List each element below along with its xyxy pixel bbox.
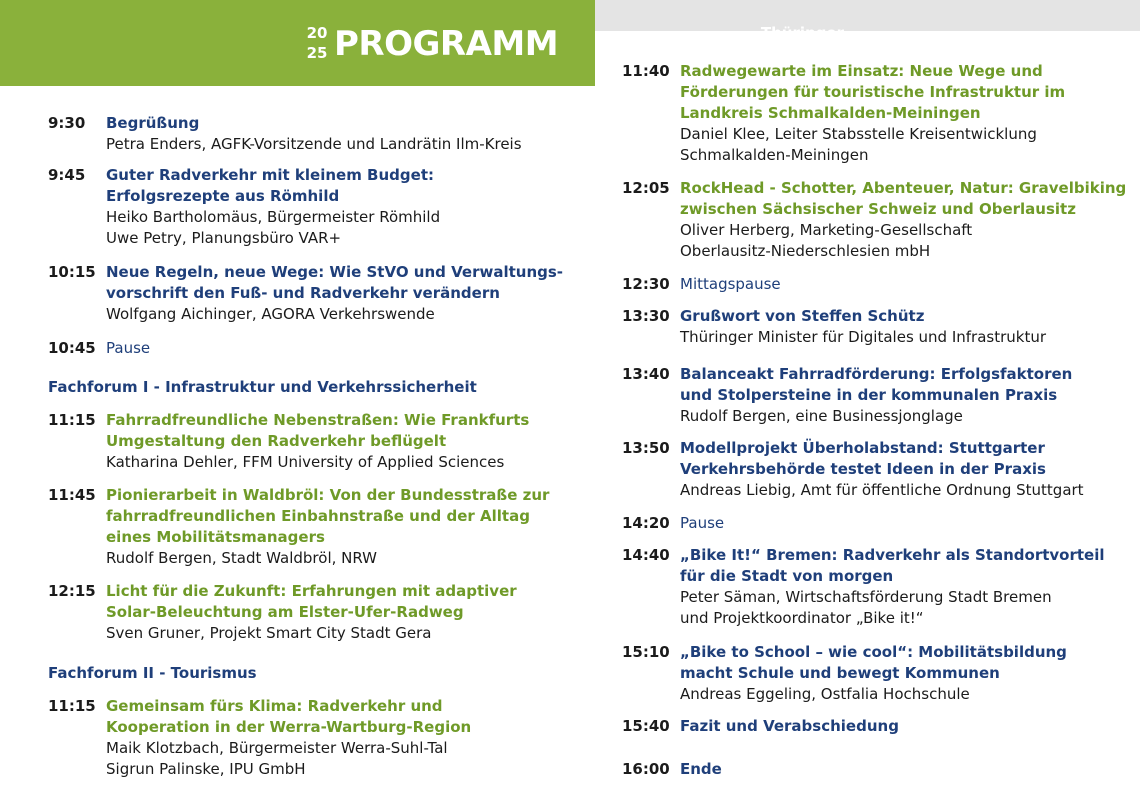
entry-time: 11:40	[622, 62, 670, 80]
entry-title-line: Licht für die Zukunft: Erfahrungen mit adaptiver	[106, 582, 517, 600]
entry-title-line: Pause	[106, 339, 151, 357]
entry-title-line: Gemeinsam fürs Klima: Radverkehr und	[106, 697, 443, 715]
entry-title-line: Umgestaltung den Radverkehr beflügelt	[106, 432, 447, 450]
speaker-line: Wolfgang Aichinger, AGORA Verkehrswende	[106, 305, 435, 323]
speaker-line: Heiko Bartholomäus, Bürgermeister Römhild	[106, 208, 441, 226]
entry-speakers	[680, 480, 1140, 501]
entry-title	[680, 545, 1140, 587]
speaker-line: Andreas Eggeling, Ostfalia Hochschule	[680, 685, 970, 703]
entry-time: 12:05	[622, 179, 670, 197]
speaker-line: Schmalkalden-Meiningen	[680, 146, 869, 164]
entry-title-line: für die Stadt von morgen	[680, 567, 894, 585]
entry-title	[106, 485, 566, 548]
entry-title-line: Ende	[680, 760, 722, 778]
entry-title	[680, 513, 1140, 534]
entry-speakers	[106, 738, 566, 780]
entry-title-line: „Bike It!“ Bremen: Radverkehr als Standortvorteil	[680, 546, 1105, 564]
entry-time: 12:30	[622, 275, 670, 293]
speaker-line: Oliver Herberg, Marketing-Gesellschaft	[680, 221, 973, 239]
entry-title	[106, 165, 566, 207]
entry-title-line: vorschrift den Fuß- und Radverkehr verändern	[106, 284, 500, 302]
entry-title-line: zwischen Sächsischer Schweiz und Oberlausitz	[680, 200, 1076, 218]
speaker-line: Katharina Dehler, FFM University of Applied Sciences	[106, 453, 505, 471]
entry-title	[680, 716, 1140, 737]
speaker-line: Andreas Liebig, Amt für öffentliche Ordnung Stuttgart	[680, 481, 1084, 499]
entry-title-line: Fazit und Verabschiedung	[680, 717, 899, 735]
entry-title-line: fahrradfreundlichen Einbahnstraße und der Alltag	[106, 507, 530, 525]
entry-speakers	[106, 548, 566, 569]
entry-title-line: Fahrradfreundliche Nebenstraßen: Wie Frankfurts	[106, 411, 530, 429]
speaker-line: Daniel Klee, Leiter Stabsstelle Kreisentwicklung	[680, 125, 1037, 143]
entry-title	[680, 61, 1140, 124]
speaker-line: Sven Gruner, Projekt Smart City Stadt Gera	[106, 624, 432, 642]
entry-time: 16:00	[622, 760, 670, 778]
entry-title-line: RockHead - Schotter, Abenteuer, Natur: Gravelbiking	[680, 179, 1127, 197]
section-heading-forum-2: Fachforum II - Tourismus	[48, 664, 257, 682]
entry-time: 13:40	[622, 365, 670, 383]
entry-speakers	[106, 207, 566, 249]
entry-title-line: und Stolpersteine in der kommunalen Praxis	[680, 386, 1058, 404]
entry-title	[680, 438, 1140, 480]
entry-time: 15:10	[622, 643, 670, 661]
speaker-line: Petra Enders, AGFK-Vorsitzende und Landrätin Ilm-Kreis	[106, 135, 522, 153]
entry-time: 14:40	[622, 546, 670, 564]
entry-title	[680, 274, 1140, 295]
conference-year	[306, 23, 328, 63]
entry-title	[106, 338, 566, 359]
speaker-line: Rudolf Bergen, eine Businessjonglage	[680, 407, 963, 425]
entry-speakers	[680, 124, 1140, 166]
speaker-line: und Projektkoordinator „Bike it!“	[680, 609, 924, 627]
entry-title-line: macht Schule und bewegt Kommunen	[680, 664, 1000, 682]
entry-title-line: Grußwort von Steffen Schütz	[680, 307, 925, 325]
entry-title-line: Erfolgsrezepte aus Römhild	[106, 187, 340, 205]
speaker-line: Peter Säman, Wirtschaftsförderung Stadt Bremen	[680, 588, 1052, 606]
entry-time: 9:30	[48, 114, 86, 132]
entry-title	[106, 696, 566, 738]
entry-title	[106, 410, 566, 452]
year-top: 20	[306, 24, 328, 42]
section-heading-forum-1: Fachforum I - Infrastruktur und Verkehrssicherheit	[48, 378, 477, 396]
entry-time: 11:45	[48, 486, 96, 504]
entry-time: 10:45	[48, 339, 96, 357]
entry-title-line: Begrüßung	[106, 114, 200, 132]
speaker-line: Oberlausitz-Niederschlesien mbH	[680, 242, 931, 260]
entry-title-line: Solar-Beleuchtung am Elster-Ufer-Radweg	[106, 603, 464, 621]
entry-title	[106, 581, 566, 623]
year-bottom: 25	[306, 44, 328, 62]
entry-title	[680, 642, 1140, 684]
speaker-line: Maik Klotzbach, Bürgermeister Werra-Suhl-Tal	[106, 739, 448, 757]
entry-title-line: Pionierarbeit in Waldbröl: Von der Bundesstraße zur	[106, 486, 550, 504]
entry-title-line: eines Mobilitätsmanagers	[106, 528, 325, 546]
entry-title	[680, 306, 1140, 327]
entry-speakers	[106, 452, 566, 473]
speaker-line: Sigrun Palinske, IPU GmbH	[106, 760, 306, 778]
entry-time: 13:50	[622, 439, 670, 457]
entry-speakers	[680, 327, 1140, 348]
entry-title	[106, 262, 566, 304]
entry-title-line: Balanceakt Fahrradförderung: Erfolgsfaktoren	[680, 365, 1073, 383]
entry-title-line: Guter Radverkehr mit kleinem Budget:	[106, 166, 434, 184]
entry-speakers	[680, 587, 1140, 629]
entry-title-line: „Bike to School – wie cool“: Mobilitätsbildung	[680, 643, 1067, 661]
entry-time: 15:40	[622, 717, 670, 735]
entry-title-line: Radwegewarte im Einsatz: Neue Wege und	[680, 62, 1043, 80]
entry-title	[680, 178, 1140, 220]
conference-name-line1: Thüringer	[760, 24, 844, 42]
page-title: PROGRAMM	[334, 24, 559, 64]
entry-title-line: Kooperation in der Werra-Wartburg-Region	[106, 718, 472, 736]
conference-name-line2: Radverkehrskonferenz	[653, 44, 844, 62]
entry-title	[680, 364, 1140, 406]
entry-time: 11:15	[48, 697, 96, 715]
entry-time: 14:20	[622, 514, 670, 532]
entry-title-line: Modellprojekt Überholabstand: Stuttgarter	[680, 439, 1045, 457]
entry-time: 9:45	[48, 166, 86, 184]
entry-speakers	[106, 134, 566, 155]
entry-speakers	[680, 684, 1140, 705]
entry-title-line: Förderungen für touristische Infrastruktur im	[680, 83, 1066, 101]
entry-title	[106, 113, 566, 134]
entry-title	[680, 759, 1140, 780]
entry-title-line: Verkehrsbehörde testet Ideen in der Praxis	[680, 460, 1046, 478]
entry-time: 10:15	[48, 263, 96, 281]
entry-title-line: Neue Regeln, neue Wege: Wie StVO und Verwaltungs-	[106, 263, 564, 281]
entry-speakers	[106, 623, 566, 644]
entry-time: 12:15	[48, 582, 96, 600]
entry-title-line: Pause	[680, 514, 725, 532]
entry-time: 11:15	[48, 411, 96, 429]
entry-title-line: Landkreis Schmalkalden-Meiningen	[680, 104, 981, 122]
entry-speakers	[680, 406, 1140, 427]
speaker-line: Rudolf Bergen, Stadt Waldbröl, NRW	[106, 549, 378, 567]
conference-name	[584, 23, 844, 63]
entry-speakers	[680, 220, 1140, 262]
entry-time: 13:30	[622, 307, 670, 325]
entry-speakers	[106, 304, 566, 325]
speaker-line: Thüringer Minister für Digitales und Infrastruktur	[680, 328, 1047, 346]
entry-title-line: Mittagspause	[680, 275, 781, 293]
speaker-line: Uwe Petry, Planungsbüro VAR+	[106, 229, 342, 247]
